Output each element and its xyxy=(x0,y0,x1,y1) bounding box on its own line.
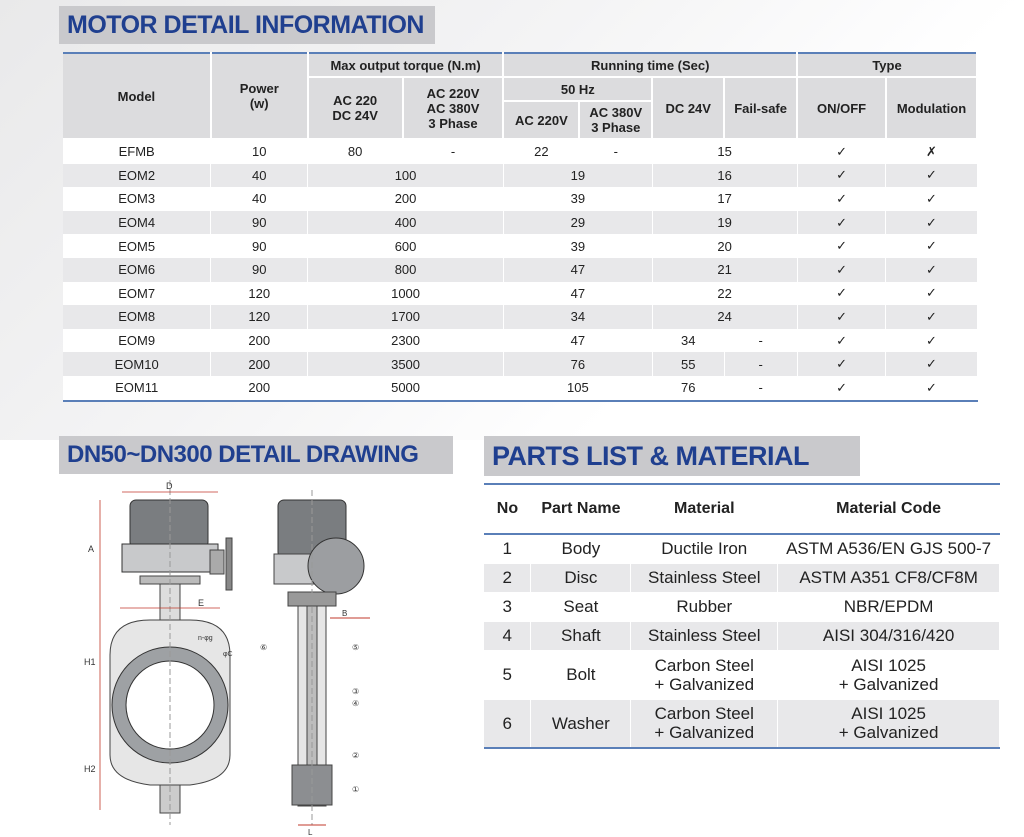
table-row xyxy=(63,376,977,401)
side-view xyxy=(274,490,370,825)
cell-dc24: 55 xyxy=(652,352,724,376)
cell-no: 4 xyxy=(484,621,531,650)
header-onoff: ON/OFF xyxy=(797,77,886,139)
cell-torque: 600 xyxy=(308,234,504,258)
cell-part-name: Shaft xyxy=(531,621,631,650)
cell-torque: 3500 xyxy=(308,352,504,376)
cell-dc24: 20 xyxy=(652,234,797,258)
cell-material: Stainless Steel xyxy=(631,563,778,592)
table-row xyxy=(63,187,977,211)
cell-material-code: ASTM A351 CF8/CF8M xyxy=(778,563,1000,592)
handwheel-bracket xyxy=(210,550,224,574)
cell-power: 200 xyxy=(211,329,308,353)
label-ng: n-φg xyxy=(198,635,213,642)
cell-run-ac380: - xyxy=(579,139,652,164)
cell-run: 29 xyxy=(503,211,652,235)
cell-power: 120 xyxy=(211,305,308,329)
table-row xyxy=(484,650,1000,699)
cell-modulation: ✓ xyxy=(886,258,977,282)
front-view xyxy=(110,480,232,825)
cell-part-name: Seat xyxy=(531,592,631,621)
cell-no: 3 xyxy=(484,592,531,621)
header-material: Material xyxy=(631,484,778,534)
table-row xyxy=(484,592,1000,621)
cell-dc24: 34 xyxy=(652,329,724,353)
cell-no: 1 xyxy=(484,534,531,563)
header-material-code: Material Code xyxy=(778,484,1000,534)
table-row xyxy=(63,258,977,282)
cell-torque: 800 xyxy=(308,258,504,282)
cell-model: EOM5 xyxy=(63,234,211,258)
callout-1: ① xyxy=(352,785,360,794)
cell-onoff: ✓ xyxy=(797,376,886,401)
actuator-body xyxy=(130,500,208,548)
label-d: D xyxy=(166,481,173,491)
cell-torque: 200 xyxy=(308,187,504,211)
cell-model: EOM3 xyxy=(63,187,211,211)
callout-3: ③ xyxy=(352,687,360,696)
cell-run: 47 xyxy=(503,258,652,282)
header-power: Power (w) xyxy=(211,53,308,139)
parts-list-table xyxy=(484,483,1000,749)
cell-model: EOM9 xyxy=(63,329,211,353)
cell-part-name: Body xyxy=(531,534,631,563)
cell-onoff: ✓ xyxy=(797,211,886,235)
header-type: Type xyxy=(797,53,977,77)
table-row xyxy=(63,139,977,164)
cell-onoff: ✓ xyxy=(797,187,886,211)
cell-torque: 2300 xyxy=(308,329,504,353)
header-run-ac220: AC 220V xyxy=(503,101,579,139)
cell-modulation: ✓ xyxy=(886,164,977,188)
header-failsafe: Fail-safe xyxy=(724,77,797,139)
header-no: No xyxy=(484,484,531,534)
cell-no: 5 xyxy=(484,650,531,699)
cell-run: 47 xyxy=(503,282,652,306)
cell-power: 90 xyxy=(211,258,308,282)
header-torque-ac220-dc24: AC 220 DC 24V xyxy=(308,77,403,139)
table-row xyxy=(484,563,1000,592)
cell-modulation: ✓ xyxy=(886,305,977,329)
cell-model: EOM8 xyxy=(63,305,211,329)
cell-material-code: AISI 1025 + Galvanized xyxy=(778,650,1000,699)
cell-dc24: 17 xyxy=(652,187,797,211)
cell-onoff: ✓ xyxy=(797,282,886,306)
cell-modulation: ✗ xyxy=(886,139,977,164)
cell-modulation: ✓ xyxy=(886,211,977,235)
cell-onoff: ✓ xyxy=(797,329,886,353)
cell-model: EOM10 xyxy=(63,352,211,376)
cell-no: 6 xyxy=(484,699,531,748)
cell-torque: 1000 xyxy=(308,282,504,306)
cell-model: EOM2 xyxy=(63,164,211,188)
cell-run: 76 xyxy=(503,352,652,376)
cell-power: 90 xyxy=(211,234,308,258)
table-row xyxy=(484,699,1000,748)
cell-modulation: ✓ xyxy=(886,187,977,211)
cell-torque-1: 80 xyxy=(308,139,403,164)
cell-dc24: 22 xyxy=(652,282,797,306)
cell-part-name: Washer xyxy=(531,699,631,748)
cell-torque: 400 xyxy=(308,211,504,235)
handwheel xyxy=(226,538,232,590)
cell-failsafe: - xyxy=(724,352,797,376)
cell-dc24: 15 xyxy=(652,139,797,164)
cell-model: EOM11 xyxy=(63,376,211,401)
cell-power: 120 xyxy=(211,282,308,306)
table-row xyxy=(63,211,977,235)
section-title-drawing: DN50~DN300 DETAIL DRAWING xyxy=(59,436,453,474)
callout-5: ⑤ xyxy=(352,643,360,652)
cell-onoff: ✓ xyxy=(797,352,886,376)
cell-torque: 100 xyxy=(308,164,504,188)
table-row xyxy=(63,282,977,306)
header-model: Model xyxy=(63,53,211,139)
cell-dc24: 16 xyxy=(652,164,797,188)
cell-power: 40 xyxy=(211,164,308,188)
table-row xyxy=(63,164,977,188)
table-row xyxy=(484,621,1000,650)
table-row xyxy=(63,234,977,258)
callout-2: ② xyxy=(352,751,360,760)
cell-run: 105 xyxy=(503,376,652,401)
valve-detail-drawing xyxy=(80,480,380,835)
cell-material: Rubber xyxy=(631,592,778,621)
cell-modulation: ✓ xyxy=(886,282,977,306)
cell-run: 39 xyxy=(503,187,652,211)
callout-4: ④ xyxy=(352,699,360,708)
cell-model: EOM6 xyxy=(63,258,211,282)
label-e: E xyxy=(198,598,205,608)
header-50hz: 50 Hz xyxy=(503,77,652,101)
cell-power: 10 xyxy=(211,139,308,164)
table-row xyxy=(63,352,977,376)
motor-detail-table xyxy=(63,52,978,402)
table-row xyxy=(484,534,1000,563)
cell-onoff: ✓ xyxy=(797,305,886,329)
cell-part-name: Disc xyxy=(531,563,631,592)
cell-modulation: ✓ xyxy=(886,376,977,401)
header-torque-ac220-380: AC 220V AC 380V 3 Phase xyxy=(403,77,504,139)
cell-run: 47 xyxy=(503,329,652,353)
label-h2: H2 xyxy=(84,764,96,774)
cell-material-code: AISI 1025 + Galvanized xyxy=(778,699,1000,748)
label-b: B xyxy=(342,609,348,618)
cell-dc24: 19 xyxy=(652,211,797,235)
cell-dc24: 24 xyxy=(652,305,797,329)
cell-run: 34 xyxy=(503,305,652,329)
cell-dc24: 76 xyxy=(652,376,724,401)
cell-no: 2 xyxy=(484,563,531,592)
header-run-ac380: AC 380V 3 Phase xyxy=(579,101,652,139)
cell-modulation: ✓ xyxy=(886,234,977,258)
cell-torque-2: - xyxy=(403,139,504,164)
section-title-motor: MOTOR DETAIL INFORMATION xyxy=(59,6,435,44)
cell-run: 39 xyxy=(503,234,652,258)
cell-model: EOM7 xyxy=(63,282,211,306)
header-running-time: Running time (Sec) xyxy=(503,53,797,77)
cell-run-ac220: 22 xyxy=(503,139,579,164)
section-title-parts: PARTS LIST & MATERIAL xyxy=(484,436,860,476)
cell-material: Carbon Steel + Galvanized xyxy=(631,650,778,699)
cell-material-code: AISI 304/316/420 xyxy=(778,621,1000,650)
cell-torque: 1700 xyxy=(308,305,504,329)
cell-material: Carbon Steel + Galvanized xyxy=(631,699,778,748)
cell-material: Ductile Iron xyxy=(631,534,778,563)
cell-failsafe: - xyxy=(724,329,797,353)
cell-power: 200 xyxy=(211,352,308,376)
callout-6: ⑥ xyxy=(260,643,268,652)
cell-power: 90 xyxy=(211,211,308,235)
cell-onoff: ✓ xyxy=(797,234,886,258)
label-h1: H1 xyxy=(84,657,96,667)
cell-modulation: ✓ xyxy=(886,329,977,353)
header-modulation: Modulation xyxy=(886,77,977,139)
label-l: L xyxy=(308,828,313,835)
table-row xyxy=(63,329,977,353)
cell-material: Stainless Steel xyxy=(631,621,778,650)
side-handwheel xyxy=(308,538,364,594)
cell-onoff: ✓ xyxy=(797,258,886,282)
cell-material-code: ASTM A536/EN GJS 500-7 xyxy=(778,534,1000,563)
label-a: A xyxy=(88,544,95,554)
cell-part-name: Bolt xyxy=(531,650,631,699)
header-part-name: Part Name xyxy=(531,484,631,534)
cell-run: 19 xyxy=(503,164,652,188)
cell-onoff: ✓ xyxy=(797,164,886,188)
cell-material-code: NBR/EPDM xyxy=(778,592,1000,621)
cell-onoff: ✓ xyxy=(797,139,886,164)
table-row xyxy=(63,305,977,329)
label-c: φC xyxy=(223,651,233,658)
header-dc24v: DC 24V xyxy=(652,77,724,139)
cell-failsafe: - xyxy=(724,376,797,401)
cell-torque: 5000 xyxy=(308,376,504,401)
cell-power: 200 xyxy=(211,376,308,401)
cell-power: 40 xyxy=(211,187,308,211)
cell-modulation: ✓ xyxy=(886,352,977,376)
cell-model: EFMB xyxy=(63,139,211,164)
cell-model: EOM4 xyxy=(63,211,211,235)
cell-dc24: 21 xyxy=(652,258,797,282)
header-torque: Max output torque (N.m) xyxy=(308,53,504,77)
